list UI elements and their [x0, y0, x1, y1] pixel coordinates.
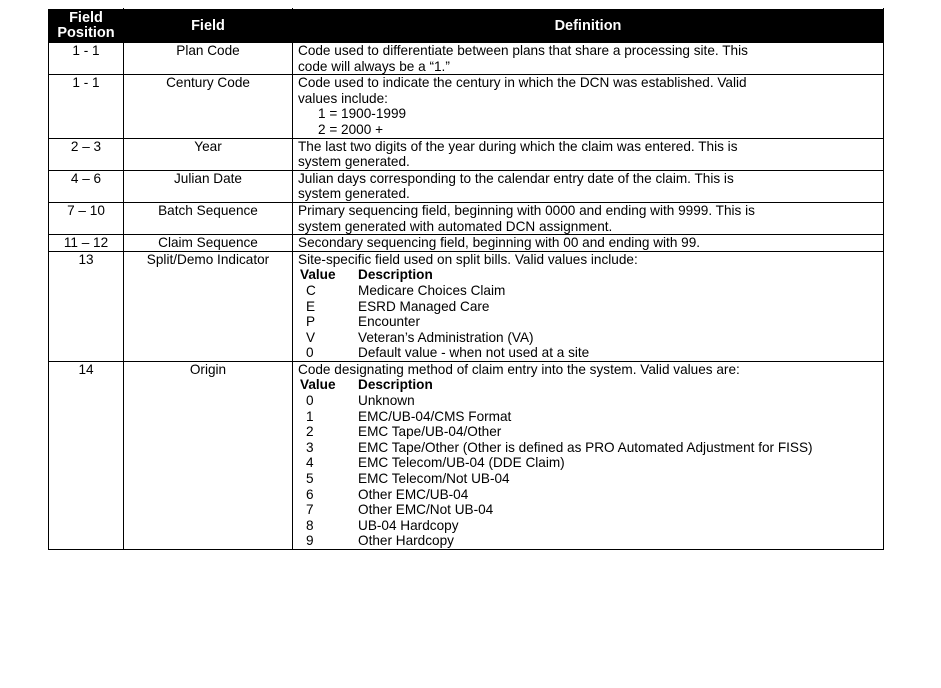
table-row [49, 251, 884, 361]
definition-text: Julian days corresponding to the calendar entry date of the claim. This is [298, 170, 734, 186]
value-code: 3 [306, 439, 314, 455]
value-description-table [300, 267, 589, 361]
field-name-cell: Plan Code [124, 43, 293, 75]
field-position-cell: 2 – 3 [49, 138, 124, 170]
field-name-cell: Century Code [124, 75, 293, 138]
header-definition: Definition [293, 9, 884, 43]
value-description: Medicare Choices Claim [358, 282, 506, 298]
value-row [300, 283, 589, 299]
value-code: 7 [306, 502, 314, 518]
value-description-table [300, 377, 813, 549]
field-name-cell: Year [124, 138, 293, 170]
definition-text: code will always be a “1.” [298, 58, 450, 74]
definition-text: system generated. [298, 154, 410, 170]
value-code: C [306, 282, 316, 298]
value-row [300, 440, 813, 456]
valid-value-text: 1 = 1900-1999 [318, 106, 407, 122]
definition-cell [293, 138, 884, 170]
description-header: Description [358, 267, 433, 283]
description-header: Description [358, 377, 433, 393]
value-description: EMC Tape/Other (Other is defined as PRO Automated Adjustment for FISS) [358, 439, 813, 455]
header-field: Field [124, 9, 293, 43]
valid-value-text: 2 = 2000 + [318, 121, 384, 137]
value-description: Default value - when not used at a site [358, 345, 590, 361]
table-row [49, 75, 884, 138]
value-description: UB-04 Hardcopy [358, 517, 459, 533]
field-name-cell: Julian Date [124, 170, 293, 202]
value-code: 1 [306, 408, 314, 424]
value-code: 0 [306, 393, 314, 409]
table-row [49, 138, 884, 170]
value-row [300, 518, 813, 534]
value-description: Encounter [358, 314, 420, 330]
definition-text: system generated. [298, 186, 410, 202]
value-description: Other EMC/Not UB-04 [358, 502, 494, 518]
value-description: EMC Telecom/Not UB-04 [358, 471, 510, 487]
table-row [49, 235, 884, 252]
value-header-row [300, 377, 813, 393]
definition-text: Code designating method of claim entry into the system. Valid values are: [298, 361, 740, 377]
definition-text: Primary sequencing field, beginning with 0000 and ending with 9999. This is [298, 202, 755, 218]
value-row [300, 471, 813, 487]
value-description: Other EMC/UB-04 [358, 486, 469, 502]
definition-text: The last two digits of the year during which the claim was entered. This is [298, 138, 738, 154]
definition-text: Code used to differentiate between plans that share a processing site. This [298, 43, 748, 58]
value-row [300, 314, 589, 330]
header-row [49, 9, 884, 43]
value-row [300, 393, 813, 409]
definition-cell [293, 361, 884, 549]
table-body [49, 43, 884, 550]
value-code: 4 [306, 455, 314, 471]
field-position-cell: 7 – 10 [49, 202, 124, 234]
value-code: 6 [306, 486, 314, 502]
value-row [300, 424, 813, 440]
field-position-cell: 1 - 1 [49, 75, 124, 138]
definition-text: system generated with automated DCN assignment. [298, 218, 613, 234]
value-code: 0 [306, 345, 314, 361]
table-row [49, 170, 884, 202]
value-description: ESRD Managed Care [358, 298, 490, 314]
value-header-row [300, 267, 589, 283]
field-position-cell: 13 [49, 251, 124, 361]
value-code: E [306, 298, 316, 314]
field-name-cell: Claim Sequence [124, 235, 293, 252]
field-position-cell: 1 - 1 [49, 43, 124, 75]
header-position-label: Field Position [57, 10, 115, 41]
value-description: Unknown [358, 393, 415, 409]
value-code: P [306, 314, 316, 330]
definition-cell [293, 235, 884, 252]
field-name-cell: Batch Sequence [124, 202, 293, 234]
definition-cell [293, 170, 884, 202]
value-row [300, 455, 813, 471]
value-description: Veteran’s Administration (VA) [358, 329, 534, 345]
value-code: 5 [306, 471, 314, 487]
table-row [49, 202, 884, 234]
header-field-position [49, 9, 124, 43]
value-description: EMC/UB-04/CMS Format [358, 408, 512, 424]
value-row [300, 330, 589, 346]
value-row [300, 487, 813, 503]
value-description: EMC Tape/UB-04/Other [358, 424, 502, 440]
definition-cell [293, 75, 884, 138]
value-description: EMC Telecom/UB-04 (DDE Claim) [358, 455, 565, 471]
definition-text: Site-specific field used on split bills. Valid values include: [298, 251, 638, 267]
table-row [49, 43, 884, 75]
value-row [300, 533, 813, 549]
value-row [300, 299, 589, 315]
field-name-cell: Origin [124, 361, 293, 549]
definition-cell [293, 43, 884, 75]
value-description: Other Hardcopy [358, 533, 454, 549]
value-code: 8 [306, 517, 314, 533]
field-name-cell: Split/Demo Indicator [124, 251, 293, 361]
field-position-cell: 11 – 12 [49, 235, 124, 252]
value-code: 2 [306, 424, 314, 440]
value-code: V [306, 329, 316, 345]
dcn-field-table [48, 8, 884, 550]
value-header: Value [300, 267, 336, 283]
value-row [300, 409, 813, 425]
field-position-cell: 4 – 6 [49, 170, 124, 202]
definition-cell [293, 251, 884, 361]
definition-text: Secondary sequencing field, beginning with 00 and ending with 99. [298, 235, 701, 251]
definition-cell [293, 202, 884, 234]
definition-text: Code used to indicate the century in which the DCN was established. Valid [298, 75, 747, 91]
value-row [300, 345, 589, 361]
definition-text: values include: [298, 90, 388, 106]
value-header: Value [300, 377, 336, 393]
value-code: 9 [306, 533, 314, 549]
value-row [300, 502, 813, 518]
field-position-cell: 14 [49, 361, 124, 549]
table-row [49, 361, 884, 549]
